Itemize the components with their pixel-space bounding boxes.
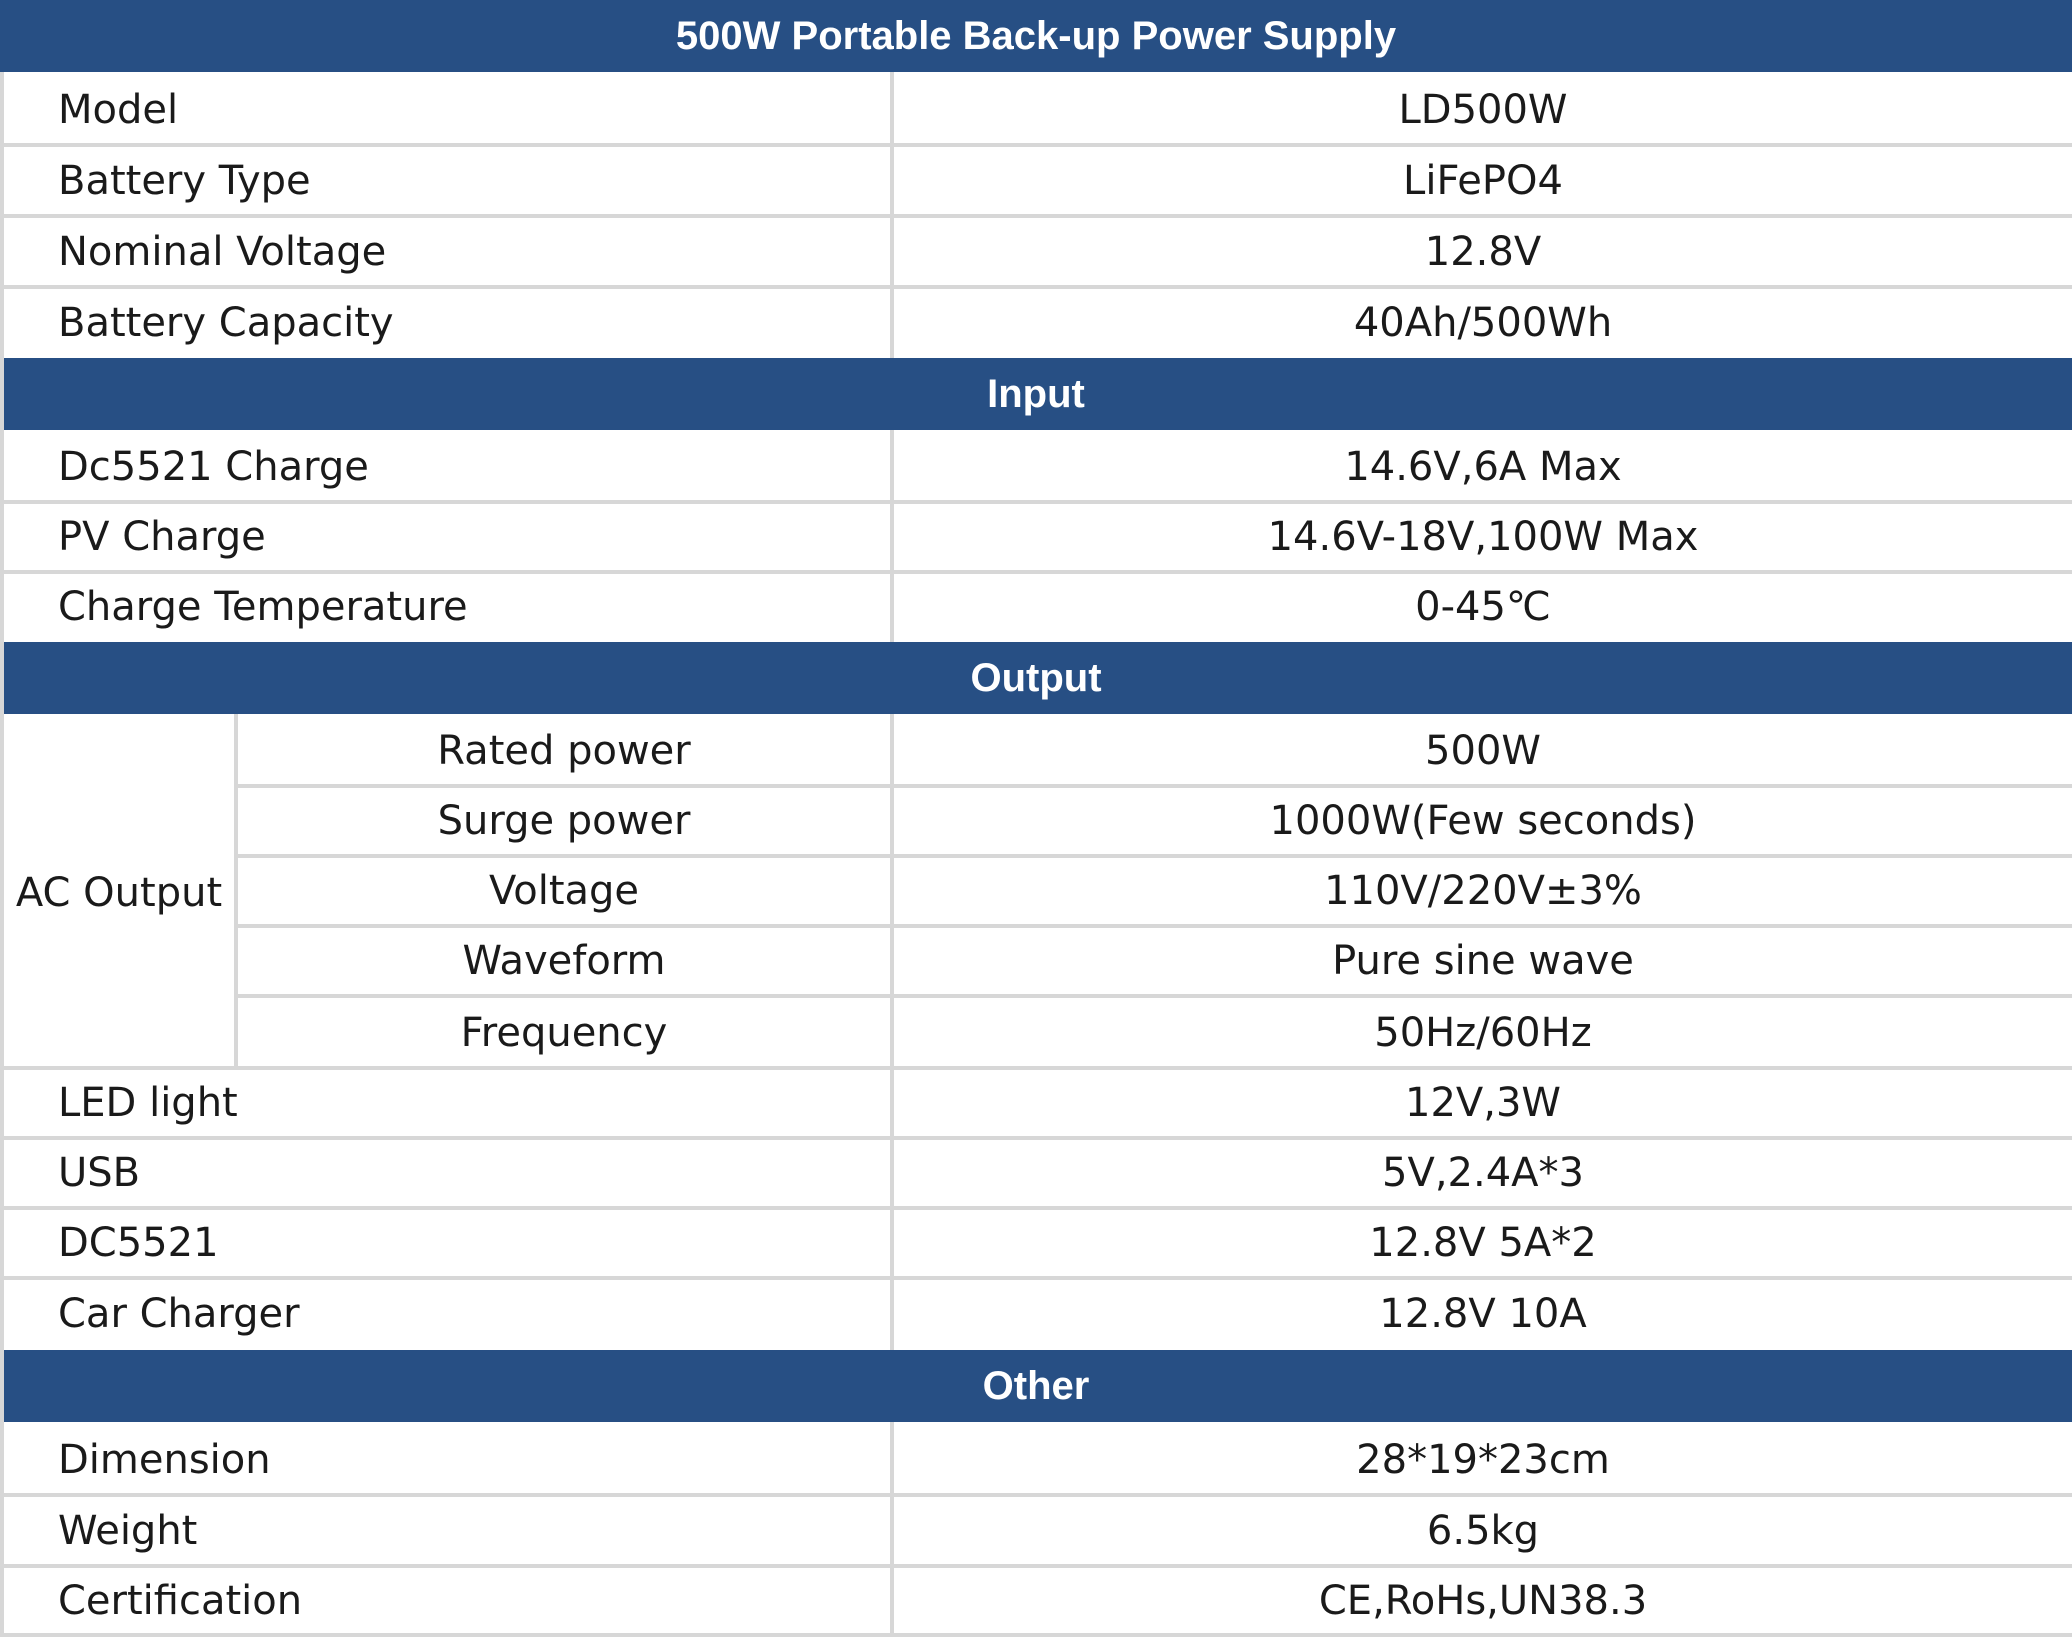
spec-label: Certification <box>58 1577 303 1624</box>
table-border-bottom <box>0 1633 2072 1637</box>
spec-label: Battery Capacity <box>58 299 394 346</box>
section-heading-other: Other <box>0 1350 2072 1422</box>
row-divider <box>0 1206 2072 1210</box>
spec-value: 40Ah/500Wh <box>1353 299 1613 346</box>
spec-value: Pure sine wave <box>1332 938 1634 984</box>
spec-label: PV Charge <box>58 514 266 560</box>
spec-label: Rated power <box>437 728 691 774</box>
ac-row-voltage <box>238 858 2072 924</box>
row-divider <box>0 1276 2072 1280</box>
row-divider <box>238 994 2072 998</box>
ac-group-divider <box>234 714 238 1070</box>
row-divider <box>238 924 2072 928</box>
spec-value: 14.6V,6A Max <box>1344 444 1622 490</box>
spec-value: 110V/220V±3% <box>1324 868 1642 914</box>
spec-value: 12.8V <box>1424 228 1542 275</box>
spec-value: 6.5kg <box>1426 1507 1540 1554</box>
spec-row-pv-charge <box>4 504 2072 570</box>
spec-label: Weight <box>58 1507 198 1554</box>
spec-row-weight <box>4 1497 2072 1564</box>
ac-row-frequency <box>238 998 2072 1068</box>
spec-row-dimension <box>4 1426 2072 1493</box>
row-divider <box>0 1136 2072 1140</box>
spec-row-dc5521 <box>4 1210 2072 1276</box>
spec-row-charge-temperature <box>4 574 2072 640</box>
spec-row-usb <box>4 1140 2072 1206</box>
row-divider <box>238 854 2072 858</box>
spec-label: Dc5521 Charge <box>58 444 369 490</box>
table-border-left <box>0 72 4 1637</box>
spec-label: Surge power <box>437 798 691 844</box>
row-divider <box>0 570 2072 574</box>
spec-value: LD500W <box>1398 86 1568 133</box>
spec-value: LiFePO4 <box>1403 157 1563 204</box>
spec-value: 5V,2.4A*3 <box>1382 1150 1584 1196</box>
table-title: 500W Portable Back-up Power Supply <box>0 0 2072 72</box>
ac-output-group-label: AC Output <box>15 870 223 916</box>
row-divider <box>238 784 2072 788</box>
spec-row-led-light <box>4 1070 2072 1136</box>
spec-row-dc5521-charge <box>4 434 2072 500</box>
spec-row-model <box>4 76 2072 143</box>
spec-row-certification <box>4 1568 2072 1633</box>
row-divider <box>0 1564 2072 1568</box>
ac-row-waveform <box>238 928 2072 994</box>
column-divider <box>890 714 894 1350</box>
row-divider <box>0 500 2072 504</box>
spec-label: LED light <box>58 1080 238 1126</box>
ac-row-surge-power <box>238 788 2072 854</box>
spec-label: Model <box>58 86 179 133</box>
spec-value: 50Hz/60Hz <box>1374 1010 1592 1056</box>
spec-label: Charge Temperature <box>58 584 468 630</box>
spec-label: Waveform <box>462 938 666 984</box>
spec-label: DC5521 <box>58 1220 219 1266</box>
row-divider <box>0 214 2072 218</box>
spec-value: 12V,3W <box>1405 1080 1561 1126</box>
spec-value: 1000W(Few seconds) <box>1269 798 1697 844</box>
spec-value: 500W <box>1425 728 1541 774</box>
ac-row-rated-power <box>238 718 2072 784</box>
spec-value: 12.8V 10A <box>1379 1291 1587 1337</box>
spec-row-nominal-voltage <box>4 218 2072 285</box>
spec-value: 28*19*23cm <box>1356 1436 1610 1483</box>
row-divider <box>0 143 2072 147</box>
column-divider <box>890 1422 894 1637</box>
spec-label: Car Charger <box>58 1291 300 1337</box>
spec-row-car-charger <box>4 1280 2072 1348</box>
spec-value: 12.8V 5A*2 <box>1369 1220 1597 1266</box>
spec-label: Battery Type <box>58 157 311 204</box>
column-divider <box>890 430 894 642</box>
spec-label: USB <box>58 1150 141 1196</box>
spec-label: Dimension <box>58 1436 271 1483</box>
spec-label: Frequency <box>460 1010 668 1056</box>
section-heading-input: Input <box>0 358 2072 430</box>
row-divider <box>0 1066 2072 1070</box>
spec-row-battery-capacity <box>4 289 2072 356</box>
spec-row-battery-type <box>4 147 2072 214</box>
spec-value: 14.6V-18V,100W Max <box>1267 514 1699 560</box>
spec-value: CE,RoHs,UN38.3 <box>1318 1577 1648 1624</box>
spec-value: 0-45℃ <box>1415 584 1551 630</box>
spec-label: Voltage <box>488 868 640 914</box>
spec-label: Nominal Voltage <box>58 228 387 275</box>
row-divider <box>0 285 2072 289</box>
row-divider <box>0 1493 2072 1497</box>
section-heading-output: Output <box>0 642 2072 714</box>
